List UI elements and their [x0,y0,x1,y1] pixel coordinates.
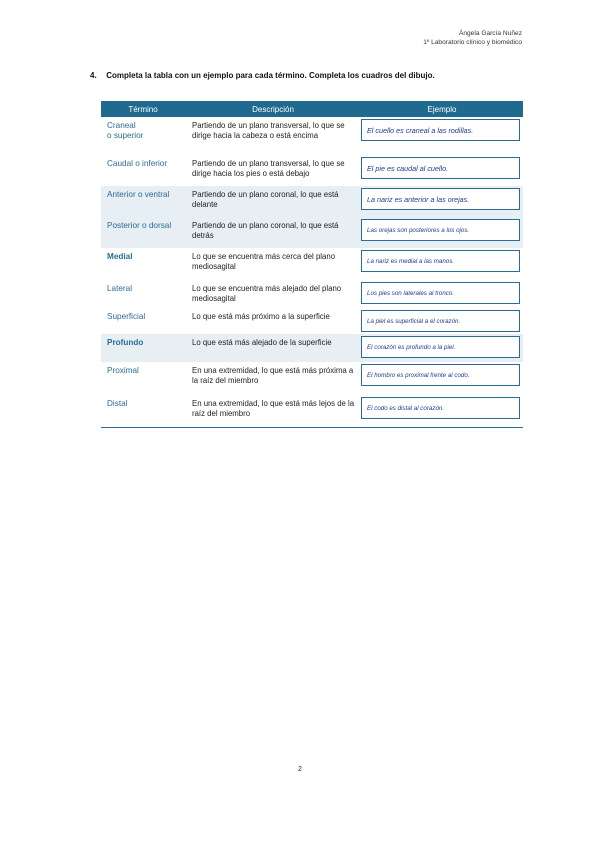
question-text: Completa la tabla con un ejemplo para cada término. Completa los cuadros del dibujo. [106,71,435,80]
header-descripcion: Descripción [185,101,361,117]
description-cell: Partiendo de un plano coronal, lo que está delante [185,186,361,217]
description-cell: Partiendo de un plano transversal, lo que se dirige hacia los pies o está debajo [185,155,361,186]
question-number: 4. [90,71,97,80]
example-cell [361,334,523,362]
example-box[interactable]: El corazón es profundo a la piel. [361,336,520,358]
table-row [101,248,523,280]
example-box[interactable]: Los pies son laterales al tronco. [361,282,520,304]
term-cell: Posterior o dorsal [101,217,185,248]
table-bottom-rule [101,427,523,428]
description-cell: Lo que está más alejado de la superficie [185,334,361,362]
term-cell: Medial [101,248,185,280]
description-cell: Partiendo de un plano coronal, lo que está detrás [185,217,361,248]
example-cell [361,280,523,308]
table-row [101,186,523,217]
author-name: Ángela García Nuñez [458,30,522,37]
example-box[interactable]: El hombro es proximal frente al codo. [361,364,520,386]
term-cell: Superficial [101,308,185,334]
table-row [101,308,523,334]
example-cell [361,217,523,248]
header-ejemplo: Ejemplo [361,101,523,117]
example-box[interactable]: Las orejas son posteriores a los ojos. [361,219,520,241]
term-cell: Craneal o superior [101,117,185,155]
description-cell: Lo que se encuentra más alejado del plano mediosagital [185,280,361,308]
example-box[interactable]: El codo es distal al corazón. [361,397,520,419]
example-cell [361,155,523,186]
example-box[interactable]: La nariz es anterior a las orejas. [361,188,520,210]
example-cell [361,362,523,395]
example-box[interactable]: La piel es superficial a el corazón. [361,310,520,332]
table-row [101,334,523,362]
page-header [423,30,522,47]
table-row [101,117,523,155]
term-cell: Anterior o ventral [101,186,185,217]
table-row [101,362,523,395]
term-cell: Profundo [101,334,185,362]
term-cell: Caudal o inferior [101,155,185,186]
description-cell: En una extremidad, lo que está más lejos de la raíz del miembro [185,395,361,428]
question-heading [90,71,435,80]
description-cell: Partiendo de un plano transversal, lo que se dirige hacia la cabeza o está encima [185,117,361,155]
anatomical-terms-table [101,101,523,428]
example-cell [361,117,523,155]
term-cell: Lateral [101,280,185,308]
example-cell [361,308,523,334]
table-row [101,155,523,186]
example-box[interactable]: El pie es caudal al cuello. [361,157,520,179]
table-row [101,395,523,428]
example-cell [361,395,523,428]
table-row [101,217,523,248]
description-cell: Lo que está más próximo a la superficie [185,308,361,334]
term-cell: Proximal [101,362,185,395]
page-number: 2 [298,766,302,773]
table-row [101,280,523,308]
example-cell [361,248,523,280]
description-cell: Lo que se encuentra más cerca del plano mediosagital [185,248,361,280]
description-cell: En una extremidad, lo que está más próxima a la raíz del miembro [185,362,361,395]
course-name: 1º Laboratorio clínico y biomédico [423,38,522,46]
term-cell: Distal [101,395,185,428]
table-header-row [101,101,523,117]
example-box[interactable]: La nariz es medial a las manos. [361,250,520,272]
example-cell [361,186,523,217]
header-termino: Término [101,101,185,117]
example-box[interactable]: El cuello es craneal a las rodillas. [361,119,520,141]
